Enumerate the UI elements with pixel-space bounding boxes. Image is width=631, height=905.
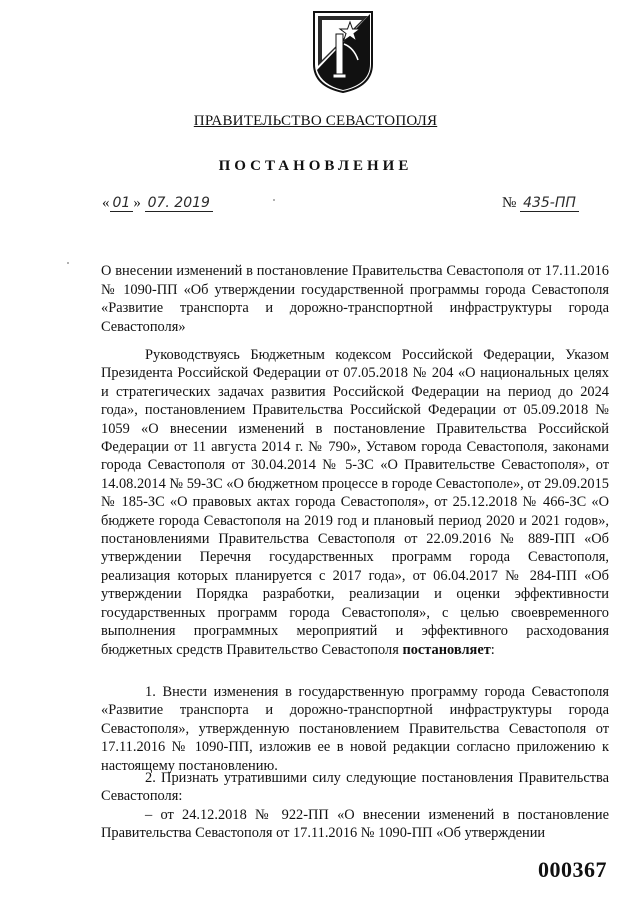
date-day: 01 (110, 195, 134, 212)
preamble-paragraph (101, 346, 609, 659)
sevastopol-coat-of-arms-icon (310, 8, 376, 94)
number-value: 435-ПП (520, 195, 579, 212)
clause-2: 2. Признать утратившими силу следующие постановления Правительства Севастополя: (101, 770, 609, 805)
number-label: № (502, 195, 517, 211)
date-open-quote: « (102, 195, 110, 211)
decree-keyword: постановляет (402, 641, 491, 658)
document-type: ПОСТАНОВЛЕНИЕ (218, 158, 413, 174)
form-serial-number: 000367 (538, 857, 607, 882)
clause-2-item: – от 24.12.2018 № 922-ПП «О внесении изменений в постановление Правительства Севастополя от 17.11.2016 № 1090-ПП «Об утверждении (101, 807, 609, 842)
government-title: ПРАВИТЕЛЬСТВО СЕВАСТОПОЛЯ (193, 113, 438, 129)
clause-1: 1. Внести изменения в государственную программу города Севастополя «Развитие транспорта и дорожно-транспортной инфраструктуры города Севастополя», утвержденную постановлением Правительства Севастополя от 17.11.2016 № 1090-ПП, изложив ее в новой редакции согласно приложению к настоящему постановлению. (101, 684, 609, 774)
date-close-quote: » (133, 195, 141, 211)
scan-speck (273, 199, 275, 201)
preamble-end: : (490, 641, 495, 658)
preamble-text: Руководствуясь Бюджетным кодексом Российской Федерации, Указом Президента Российской Федерации от 07.05.2018 № 204 «О национальных целях и стратегических задачах развития Российской Федерации на период до 2024 года», постановлением Правительства Российской Федерации от 05.09.2018 № 1059 «О внесении изменений в постановление Правительства Российской Федерации от 11 августа 2014 г. № 790», Уставом города Севастополя, законами города Севастополя от 30.04.2014 № 5-ЗС «О Правительстве Севастополя», от 14.08.2014 № 59-ЗС «О бюджетном процессе в городе Севастополе», от 29.09.2015 № 185-ЗС «О правовых актах города Севастополя», от 25.12.2018 № 466-ЗС «О бюджете города Севастополя на 2019 год и плановый период 2020 и 2021 годов», постановлениями Правительства Севастополя от 22.09.2016 № 889-ПП «Об утверждении Перечня государственных программ города Севастополя, реализация которых планируется с 2017 года», от 06.04.2017 № 284-ПП «Об утверждении Порядка разработки, реализации и оценки эффективности государственных программ города Севастополя», с целью своевременного выполнения программных мероприятий и эффективного расходования бюджетных средств Правительство Севастополя (101, 347, 609, 658)
document-subject: О внесении изменений в постановление Правительства Севастополя от 17.11.2016 № 1090-ПП «Об утверждении государственной программы города Севастополя «Развитие транспорта и дорожно-транспортной инфраструктуры города Севастополя» (101, 263, 609, 335)
document-number (502, 195, 579, 212)
scan-speck (67, 262, 69, 264)
document-date (102, 195, 213, 212)
date-month-year: 07. 2019 (145, 195, 213, 212)
